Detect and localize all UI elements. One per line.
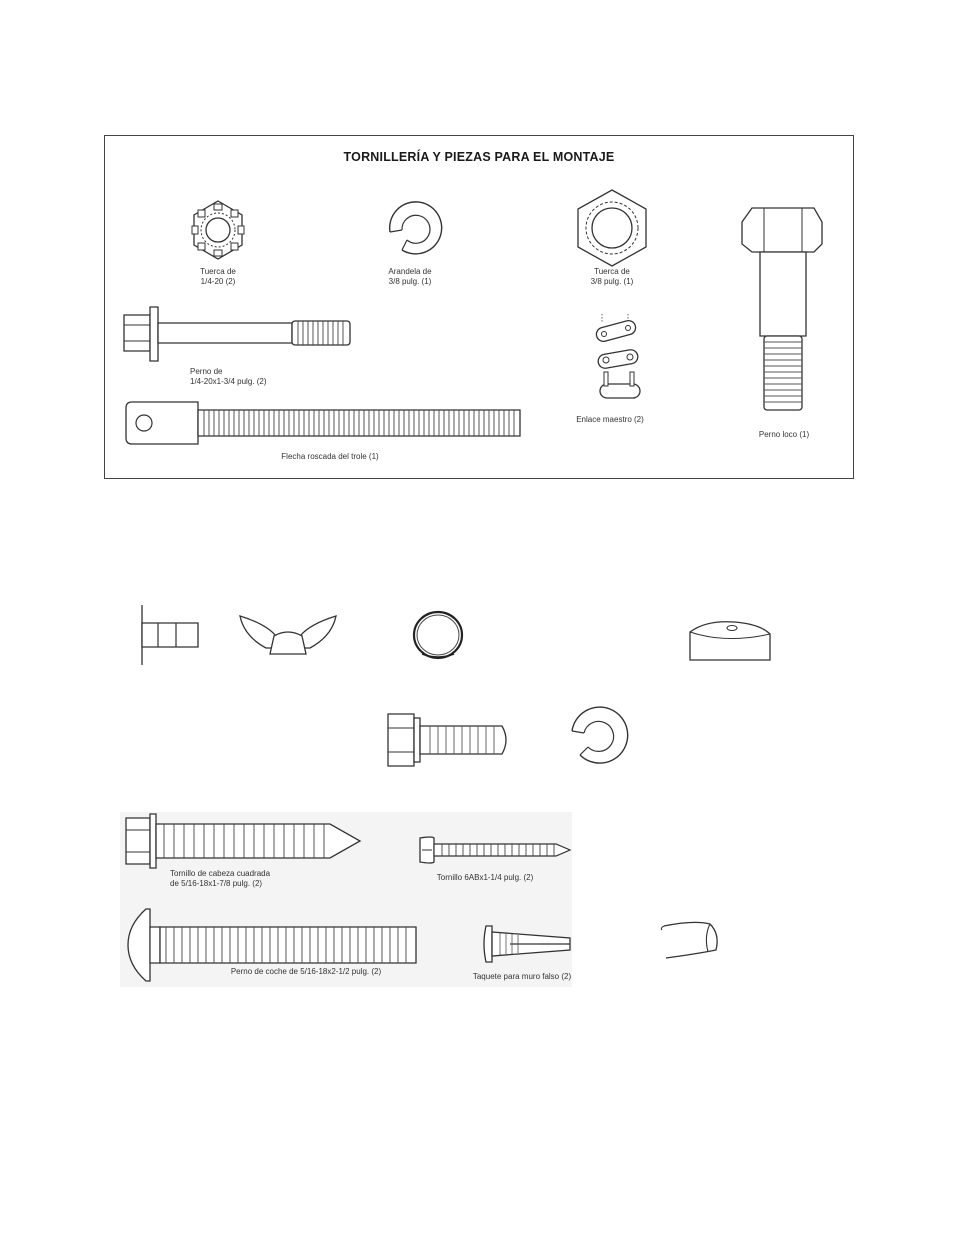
short-bolt-icon bbox=[386, 712, 512, 768]
hex-screw-label-1: Tornillo de cabeza cuadrada bbox=[170, 869, 271, 878]
threaded-shaft-icon bbox=[124, 400, 524, 446]
washer-label-2: 3/8 pulg. (1) bbox=[388, 277, 432, 286]
lock-nut-label-1: Tuerca de bbox=[200, 267, 236, 276]
idler-bolt-label: Perno loco (1) bbox=[758, 430, 810, 439]
hex-bolt-icon bbox=[122, 305, 354, 363]
wing-nut-icon bbox=[236, 610, 340, 660]
drywall-anchor-label: Taquete para muro falso (2) bbox=[472, 972, 572, 981]
hex-screw-label-2: de 5/16-18x1-7/8 pulg. (2) bbox=[170, 879, 263, 888]
carriage-bolt-label: Perno de coche de 5/16-18x2-1/2 pulg. (2) bbox=[230, 967, 382, 976]
key-icon bbox=[686, 614, 774, 662]
bolt-label-2: 1/4-20x1-3/4 pulg. (2) bbox=[190, 377, 267, 386]
wood-screw-icon bbox=[418, 834, 574, 866]
hex-nut-icon bbox=[570, 186, 654, 270]
wall-anchor-icon bbox=[480, 922, 574, 966]
nut-label-2: 3/8 pulg. (1) bbox=[590, 277, 634, 286]
panel-title: TORNILLERÍA Y PIEZAS PARA EL MONTAJE bbox=[343, 150, 615, 164]
nut-label-1: Tuerca de bbox=[594, 267, 630, 276]
split-washer-icon bbox=[566, 705, 632, 769]
screw-6ab-label: Tornillo 6ABx1-1/4 pulg. (2) bbox=[436, 873, 534, 882]
ring-icon bbox=[408, 608, 468, 662]
trolley-shaft-label: Flecha roscada del trole (1) bbox=[281, 452, 379, 461]
washer-label-1: Arandela de bbox=[388, 267, 432, 276]
lock-nut-label-2: 1/4-20 (2) bbox=[200, 277, 236, 286]
lag-screw-icon bbox=[124, 812, 364, 870]
lock-nut-icon bbox=[186, 198, 250, 262]
sleeve-icon bbox=[654, 918, 724, 962]
master-link-icon bbox=[590, 312, 646, 408]
lock-washer-icon bbox=[380, 194, 452, 260]
staple-icon bbox=[138, 605, 200, 665]
master-link-label: Enlace maestro (2) bbox=[576, 415, 644, 424]
bolt-label-1: Perno de bbox=[190, 367, 223, 376]
idler-bolt-icon bbox=[738, 200, 828, 416]
